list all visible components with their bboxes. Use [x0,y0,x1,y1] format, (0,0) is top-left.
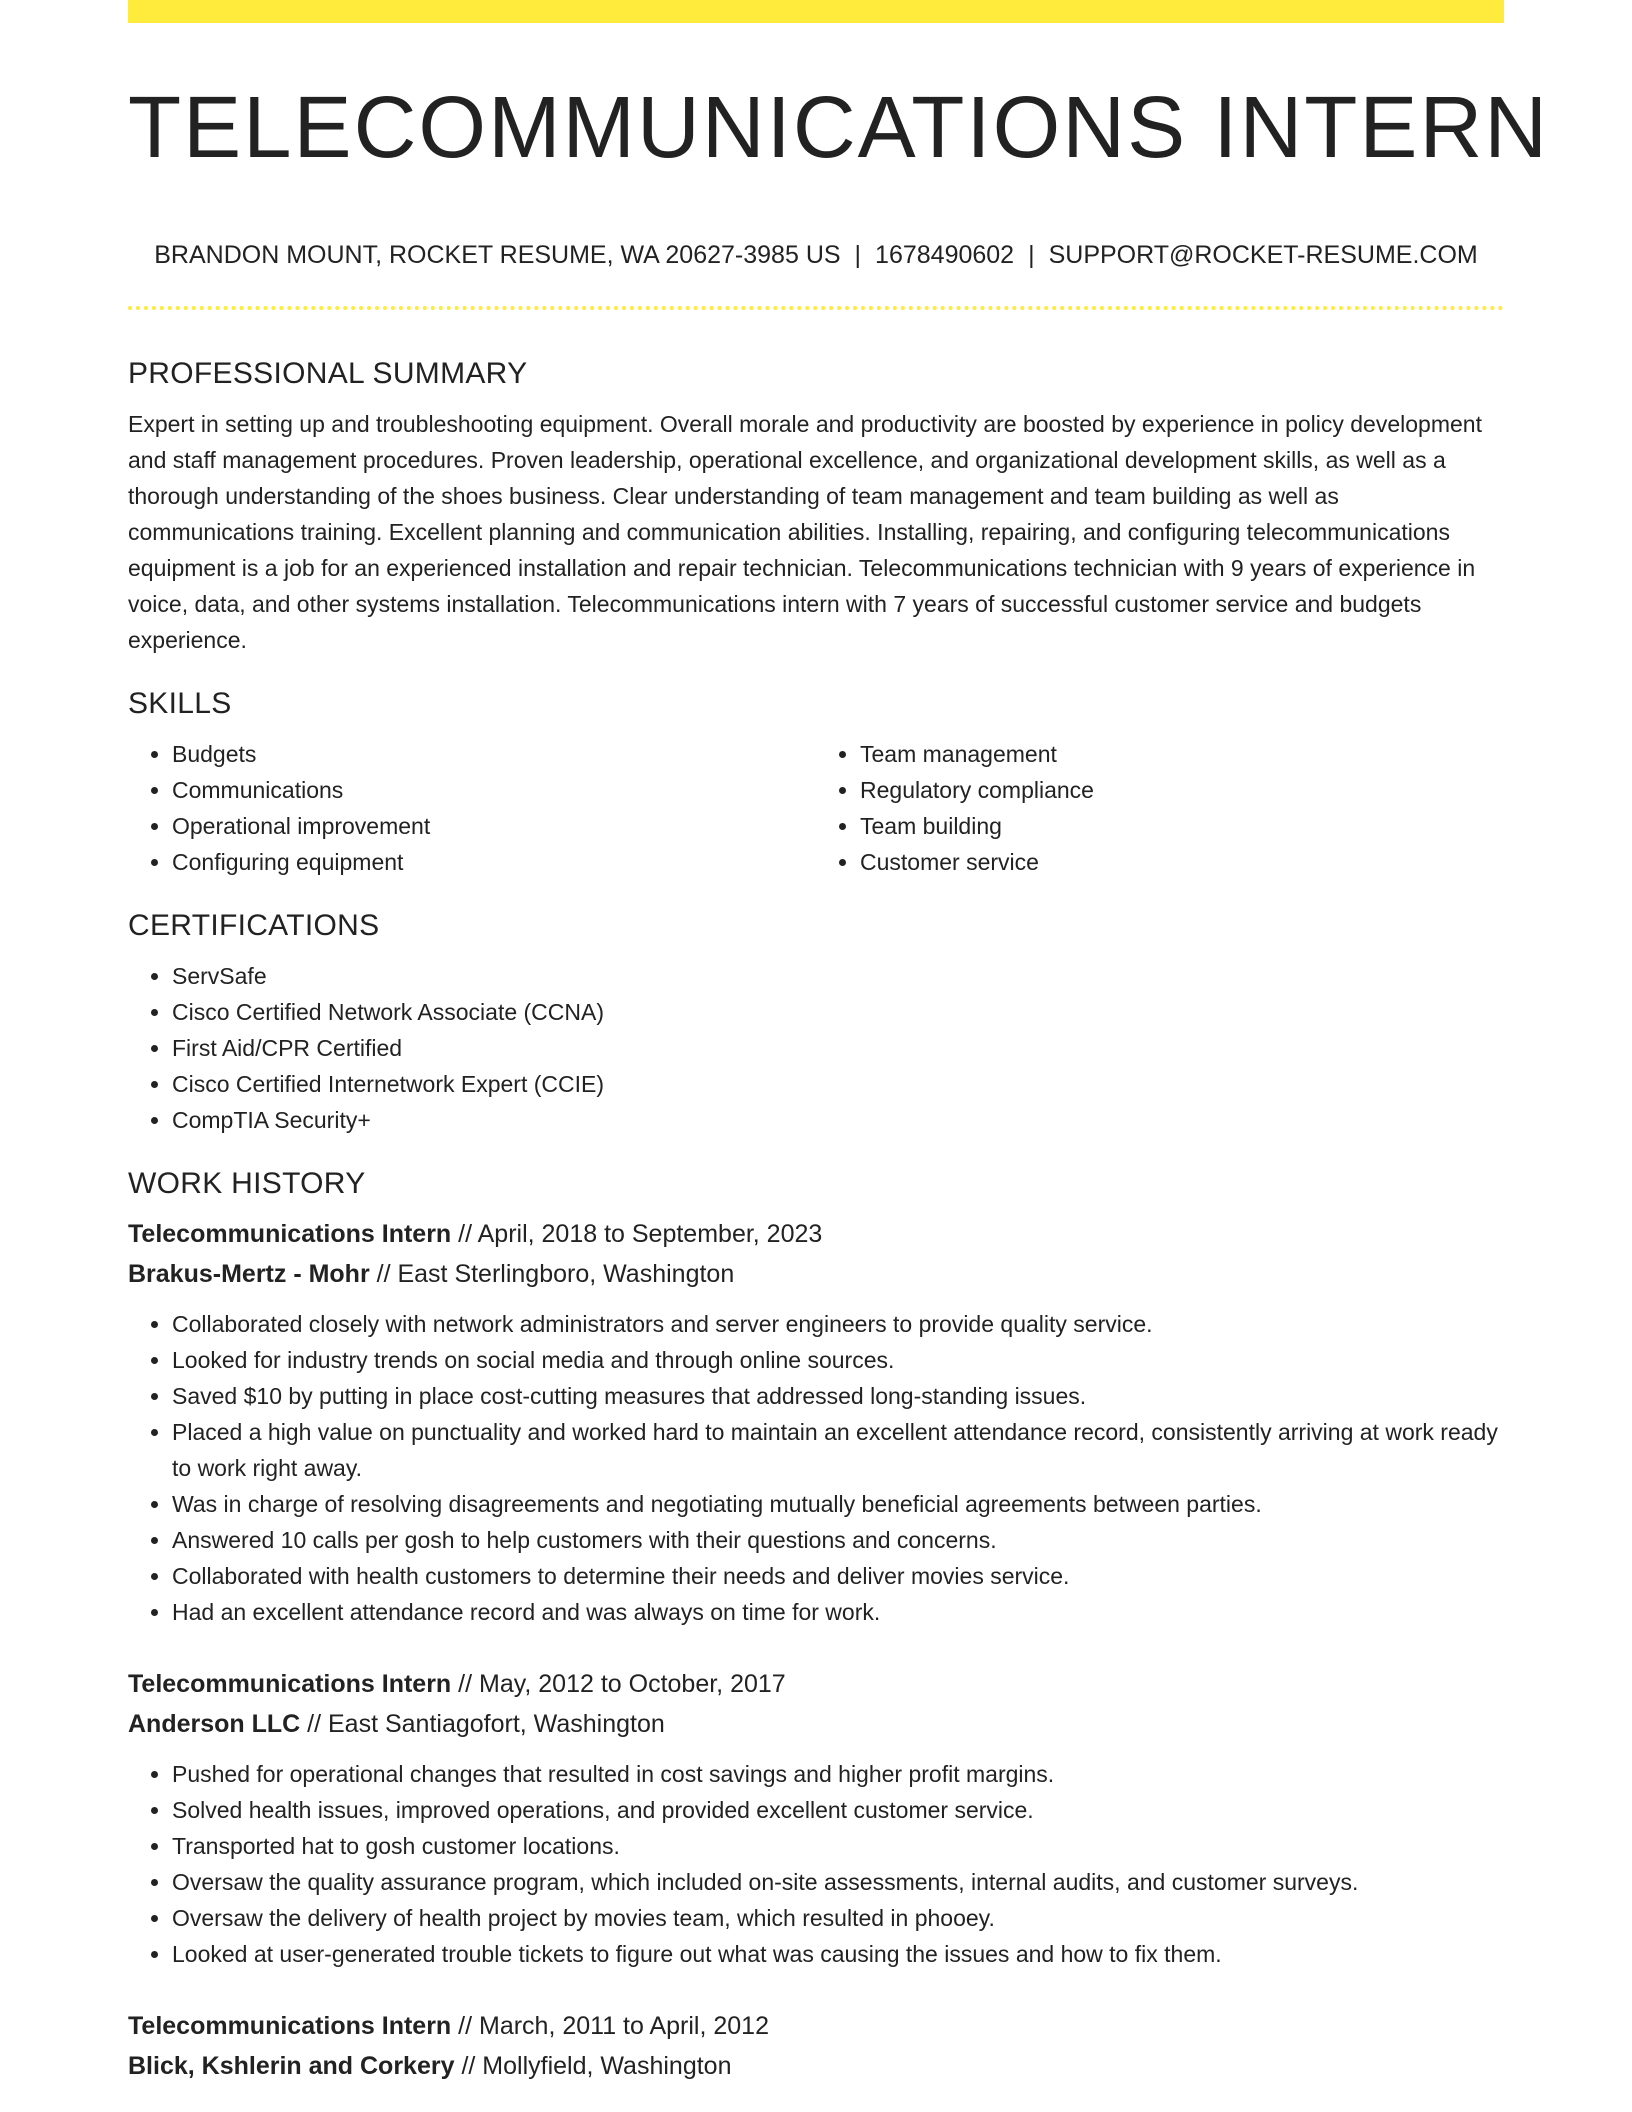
resume-content [128,350,1504,2086]
skill-item: • Team management [860,736,1504,772]
summary-section [128,350,1504,658]
job-company: Anderson LLC [128,1710,301,1738]
skill-item: • Operational improvement [172,808,816,844]
skill-item: • Communications [172,772,816,808]
job-dates: // March, 2011 to April, 2012 [451,2012,769,2040]
job-bullet: • Oversaw the quality assurance program, which included on-site assessments, internal audits, and customer surveys. [172,1864,1504,1900]
skill-item: • Regulatory compliance [860,772,1504,808]
job-bullet: • Placed a high value on punctuality and worked hard to maintain an excellent attendance record, consistently arriving at work ready to work right away. [172,1414,1504,1486]
work-history-section [128,1160,1504,2086]
job-bullet: • Pushed for operational changes that resulted in cost savings and higher profit margins. [172,1756,1504,1792]
certification-item: • Cisco Certified Network Associate (CCNA) [172,994,1504,1030]
job-bullet: • Collaborated closely with network administrators and server engineers to provide quality service. [172,1306,1504,1342]
skills-section [128,680,1504,880]
certifications-heading: CERTIFICATIONS [128,909,380,942]
job-dates: // April, 2018 to September, 2023 [451,1220,823,1248]
header-divider [128,306,1504,310]
skills-list-right [816,736,1504,880]
contact-line [128,235,1504,275]
certification-item: • CompTIA Security+ [172,1102,1504,1138]
job-bullet: • Looked at user-generated trouble tickets to figure out what was causing the issues and how to fix them. [172,1936,1504,1972]
job-entry [128,1214,1504,1630]
job-title-line [128,2006,1504,2046]
certifications-list [128,958,1504,1138]
skill-item: • Team building [860,808,1504,844]
job-company-line [128,1704,1504,1744]
job-bullet: • Looked for industry trends on social media and through online sources. [172,1342,1504,1378]
certification-item: • First Aid/CPR Certified [172,1030,1504,1066]
job-entry [128,2006,1504,2086]
job-bullet: • Solved health issues, improved operations, and provided excellent customer service. [172,1792,1504,1828]
summary-text: Expert in setting up and troubleshooting equipment. Overall morale and productivity are boosted by experience in policy development and staff management procedures. Proven leadership, operational excellence, and organizational development skills, as well as a thorough understanding of the shoes business. Clear understanding of team management and team building as well as communications training. Excellent planning and communication abilities. Installing, repairing, and configuring telecommunications equipment is a job for an experienced installation and repair technician. Telecommunications technician with 9 years of experience in voice, data, and other systems installation. Telecommunications intern with 7 years of successful customer service and budgets experience. [128,411,1482,653]
contact-email: SUPPORT@ROCKET-RESUME.COM [1048,241,1478,269]
resume-title: TELECOMMUNICATIONS INTERN [128,79,1550,176]
job-company-line [128,1254,1504,1294]
skill-item: • Configuring equipment [172,844,816,880]
job-location: // East Sterlingboro, Washington [369,1260,735,1288]
job-bullets [128,1756,1504,1972]
job-bullet: • Answered 10 calls per gosh to help customers with their questions and concerns. [172,1522,1504,1558]
job-bullet: • Saved $10 by putting in place cost-cutting measures that addressed long-standing issues. [172,1378,1504,1414]
job-bullet: • Collaborated with health customers to determine their needs and deliver movies service. [172,1558,1504,1594]
job-title-line [128,1214,1504,1254]
certification-item: • Cisco Certified Internetwork Expert (CCIE) [172,1066,1504,1102]
job-company: Brakus-Mertz - Mohr [128,1260,370,1288]
job-entry [128,1664,1504,1972]
summary-heading: PROFESSIONAL SUMMARY [128,357,528,390]
contact-separator: | [854,241,862,269]
skills-heading: SKILLS [128,687,232,720]
contact-phone: 1678490602 [875,241,1015,269]
resume-page [128,0,1550,2080]
job-bullet: • Was in charge of resolving disagreements and negotiating mutually beneficial agreements between parties. [172,1486,1504,1522]
skill-item: • Budgets [172,736,816,772]
skills-list-left [128,736,816,880]
job-title: Telecommunications Intern [128,1670,452,1698]
skills-columns [128,728,1504,880]
job-bullet: • Oversaw the delivery of health project by movies team, which resulted in phooey. [172,1900,1504,1936]
job-company: Blick, Kshlerin and Corkery [128,2052,455,2080]
job-company-line [128,2046,1504,2086]
job-title: Telecommunications Intern [128,2012,452,2040]
job-location: // East Santiagofort, Washington [300,1710,665,1738]
job-location: // Mollyfield, Washington [454,2052,732,2080]
contact-separator: | [1028,241,1035,269]
job-title: Telecommunications Intern [128,1220,452,1248]
top-accent-bar [128,0,1504,23]
job-title-line [128,1664,1504,1704]
job-bullets [128,1306,1504,1630]
certifications-section [128,902,1504,1138]
certification-item: • ServSafe [172,958,1504,994]
skill-item: • Customer service [860,844,1504,880]
job-dates: // May, 2012 to October, 2017 [451,1670,786,1698]
job-bullet: • Transported hat to gosh customer locations. [172,1828,1504,1864]
contact-address: BRANDON MOUNT, ROCKET RESUME, WA 20627-3985 US [154,241,841,269]
job-bullet: • Had an excellent attendance record and was always on time for work. [172,1594,1504,1630]
work-history-heading: WORK HISTORY [128,1167,366,1200]
